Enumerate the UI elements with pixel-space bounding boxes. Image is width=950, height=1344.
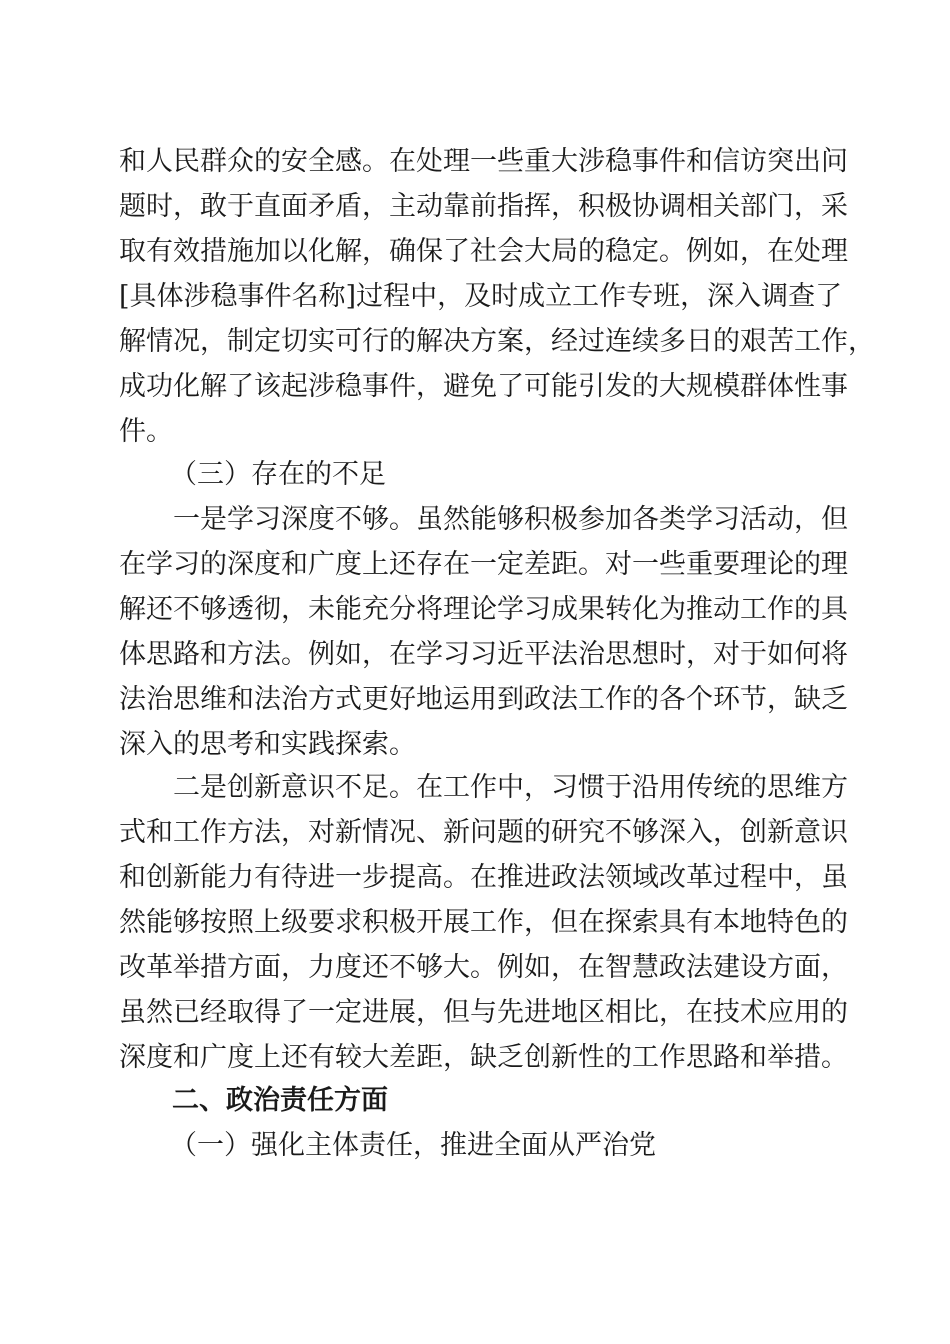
text-line: 解还不够透彻，未能充分将理论学习成果转化为推动工作的具 — [119, 594, 848, 625]
text-line: 和人民群众的安全感。在处理一些重大涉稳事件和信访突出问 — [119, 146, 848, 177]
subsection-heading-1: （一）强化主体责任，推进全面从严治党 — [170, 1130, 656, 1161]
section-heading-3: （三）存在的不足 — [170, 459, 386, 490]
text-line: 成功化解了该起涉稳事件，避免了可能引发的大规模群体性事 — [119, 371, 848, 402]
text-line: 件。 — [119, 416, 173, 447]
text-line: 一是学习深度不够。虽然能够积极参加各类学习活动，但 — [173, 504, 848, 535]
text-line: 深入的思考和实践探索。 — [119, 729, 416, 760]
text-line: 式和工作方法，对新情况、新问题的研究不够深入，创新意识 — [119, 817, 848, 848]
text-line: [具体涉稳事件名称]过程中，及时成立工作专班，深入调查了 — [119, 281, 843, 312]
text-line: 然能够按照上级要求积极开展工作，但在探索具有本地特色的 — [119, 907, 848, 938]
text-line: 在学习的深度和广度上还存在一定差距。对一些重要理论的理 — [119, 549, 848, 580]
section-heading-two: 二、政治责任方面 — [172, 1085, 388, 1116]
text-line: 解情况，制定切实可行的解决方案，经过连续多日的艰苦工作， — [119, 326, 875, 357]
text-line: 改革举措方面，力度还不够大。例如，在智慧政法建设方面， — [119, 952, 848, 983]
text-line: 和创新能力有待进一步提高。在推进政法领域改革过程中，虽 — [119, 862, 848, 893]
text-line: 取有效措施加以化解，确保了社会大局的稳定。例如，在处理 — [119, 236, 848, 267]
text-line: 题时，敢于直面矛盾，主动靠前指挥，积极协调相关部门，采 — [119, 191, 848, 222]
text-line: 体思路和方法。例如，在学习习近平法治思想时，对于如何将 — [119, 639, 848, 670]
text-line: 深度和广度上还有较大差距，缺乏创新性的工作思路和举措。 — [119, 1042, 848, 1073]
text-line: 二是创新意识不足。在工作中，习惯于沿用传统的思维方 — [173, 772, 848, 803]
text-line: 虽然已经取得了一定进展，但与先进地区相比，在技术应用的 — [119, 997, 848, 1028]
text-line: 法治思维和法治方式更好地运用到政法工作的各个环节，缺乏 — [119, 684, 848, 715]
